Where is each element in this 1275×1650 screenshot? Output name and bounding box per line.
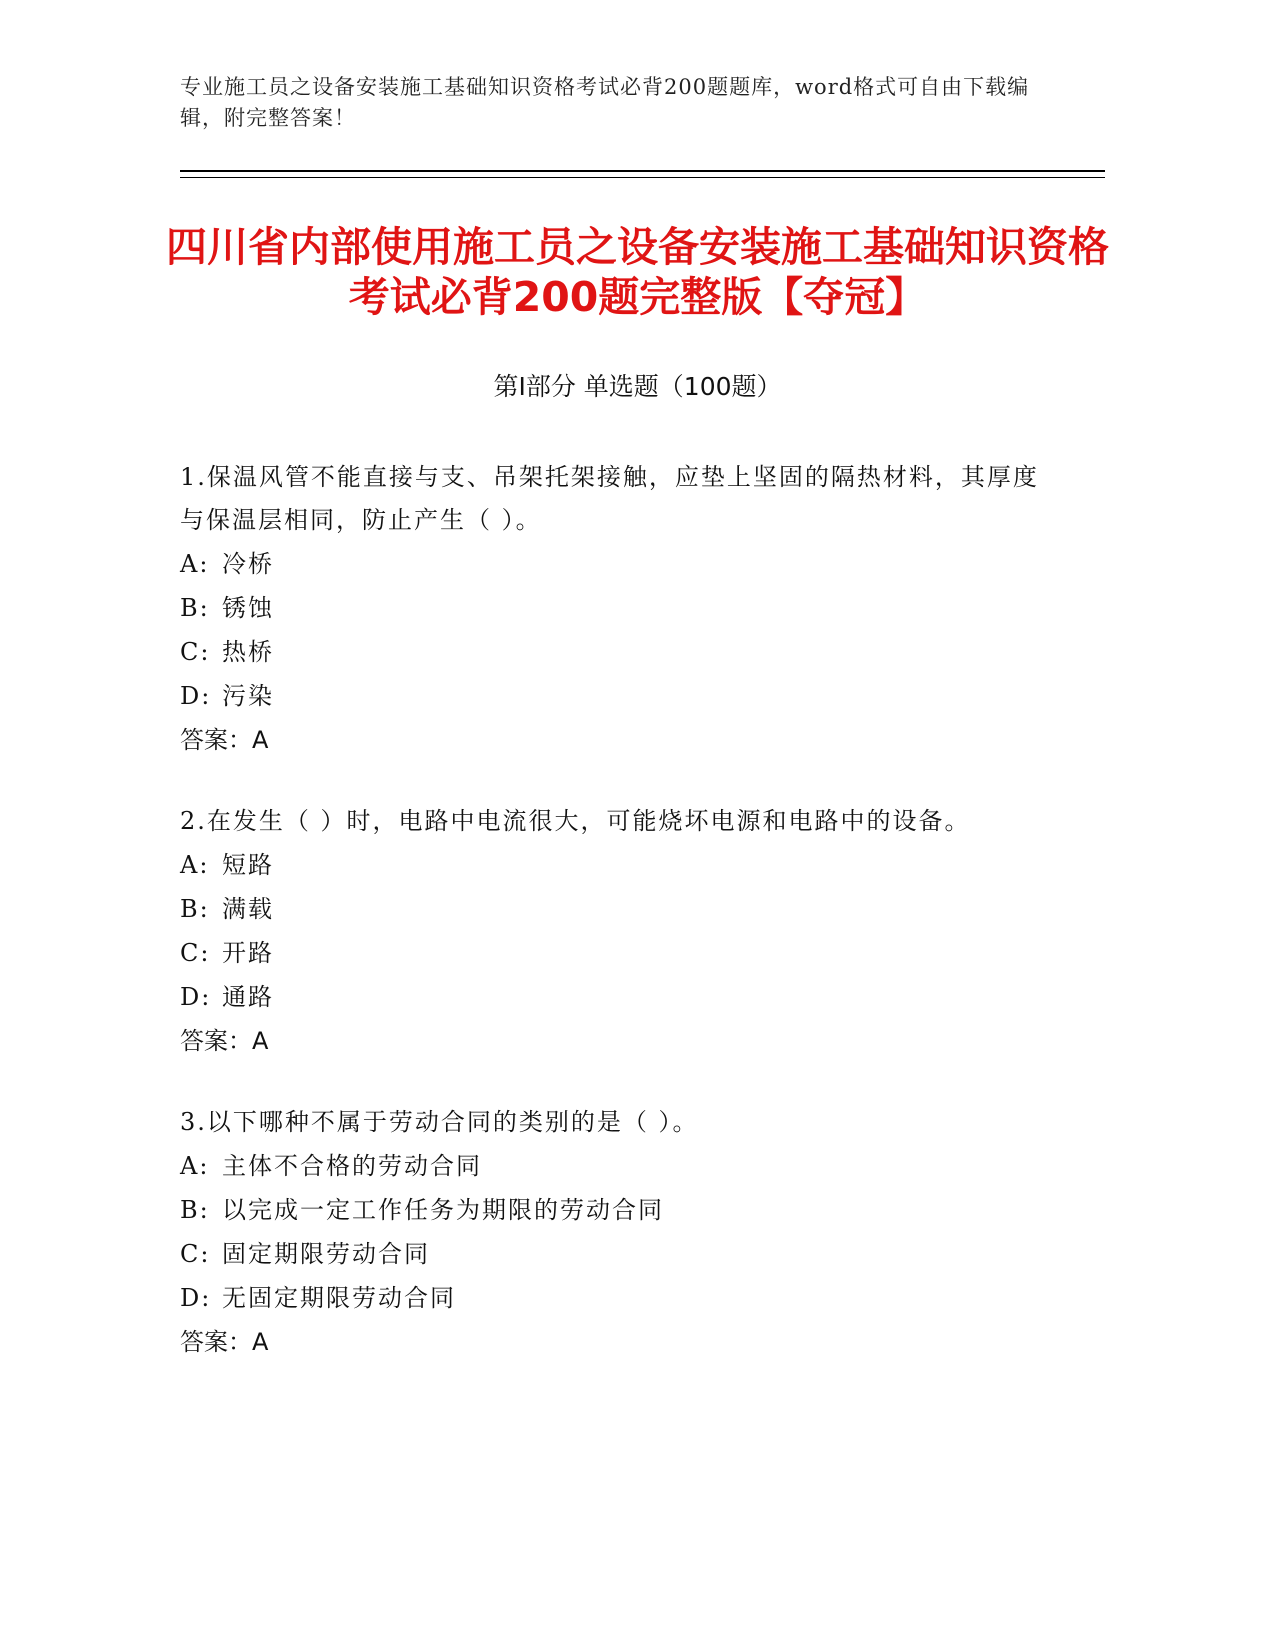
question-stem: 3.以下哪种不属于劳动合同的类别的是（ ）。: [180, 1108, 699, 1136]
option-text: 冷桥: [222, 550, 274, 578]
option-c: [180, 630, 1040, 674]
option-key: A:: [180, 851, 210, 879]
option-key: B:: [180, 1196, 210, 1224]
option-text: 开路: [222, 939, 274, 967]
option-text: 污染: [222, 682, 274, 710]
option-d: [180, 674, 1040, 718]
answer-label: 答案：: [180, 726, 252, 754]
option-text: 以完成一定工作任务为期限的劳动合同: [222, 1196, 664, 1224]
option-key: C:: [180, 638, 211, 666]
question-stem: 2.在发生（ ）时，电路中电流很大，可能烧坏电源和电路中的设备。: [180, 807, 971, 835]
option-key: B:: [180, 594, 210, 622]
option-text: 无固定期限劳动合同: [222, 1284, 456, 1312]
option-c: [180, 1232, 1040, 1276]
option-a: [180, 843, 1040, 887]
option-d: [180, 1276, 1040, 1320]
answer-value: A: [252, 726, 269, 754]
question-stem: 1.保温风管不能直接与支、吊架托架接触，应垫上坚固的隔热材料，其厚度与保温层相同，防止产生（ ）。: [180, 463, 1039, 534]
option-key: C:: [180, 939, 211, 967]
option-key: C:: [180, 1240, 211, 1268]
question-3: [180, 1101, 1040, 1364]
answer-label: 答案：: [180, 1328, 252, 1356]
option-a: [180, 1144, 1040, 1188]
answer-value: A: [252, 1328, 269, 1356]
option-b: [180, 1188, 1040, 1232]
option-key: D:: [180, 1284, 212, 1312]
option-text: 短路: [222, 851, 274, 879]
answer-line: [180, 718, 1040, 762]
option-b: [180, 586, 1040, 630]
option-text: 锈蚀: [222, 594, 274, 622]
option-key: D:: [180, 983, 212, 1011]
option-d: [180, 975, 1040, 1019]
option-c: [180, 931, 1040, 975]
header-note: 专业施工员之设备安装施工基础知识资格考试必背200题题库，word格式可自由下载编辑，附完整答案！: [180, 75, 1030, 130]
option-key: B:: [180, 895, 210, 923]
question-1: [180, 456, 1040, 762]
option-key: A:: [180, 550, 210, 578]
header-rule-thick: [180, 170, 1105, 172]
option-text: 满载: [222, 895, 274, 923]
option-a: [180, 542, 1040, 586]
answer-value: A: [252, 1027, 269, 1055]
question-2: [180, 800, 1040, 1063]
option-key: A:: [180, 1152, 210, 1180]
question-list: [180, 456, 1040, 1402]
header-rule-thin: [180, 177, 1105, 178]
option-text: 热桥: [222, 638, 274, 666]
option-text: 主体不合格的劳动合同: [222, 1152, 482, 1180]
answer-label: 答案：: [180, 1027, 252, 1055]
option-b: [180, 887, 1040, 931]
option-text: 通路: [222, 983, 274, 1011]
answer-line: [180, 1320, 1040, 1364]
option-text: 固定期限劳动合同: [222, 1240, 430, 1268]
document-title: 四川省内部使用施工员之设备安装施工基础知识资格考试必背200题完整版【夺冠】: [166, 223, 1109, 321]
section-title: 第I部分 单选题（100题）: [493, 372, 782, 401]
answer-line: [180, 1019, 1040, 1063]
option-key: D:: [180, 682, 212, 710]
